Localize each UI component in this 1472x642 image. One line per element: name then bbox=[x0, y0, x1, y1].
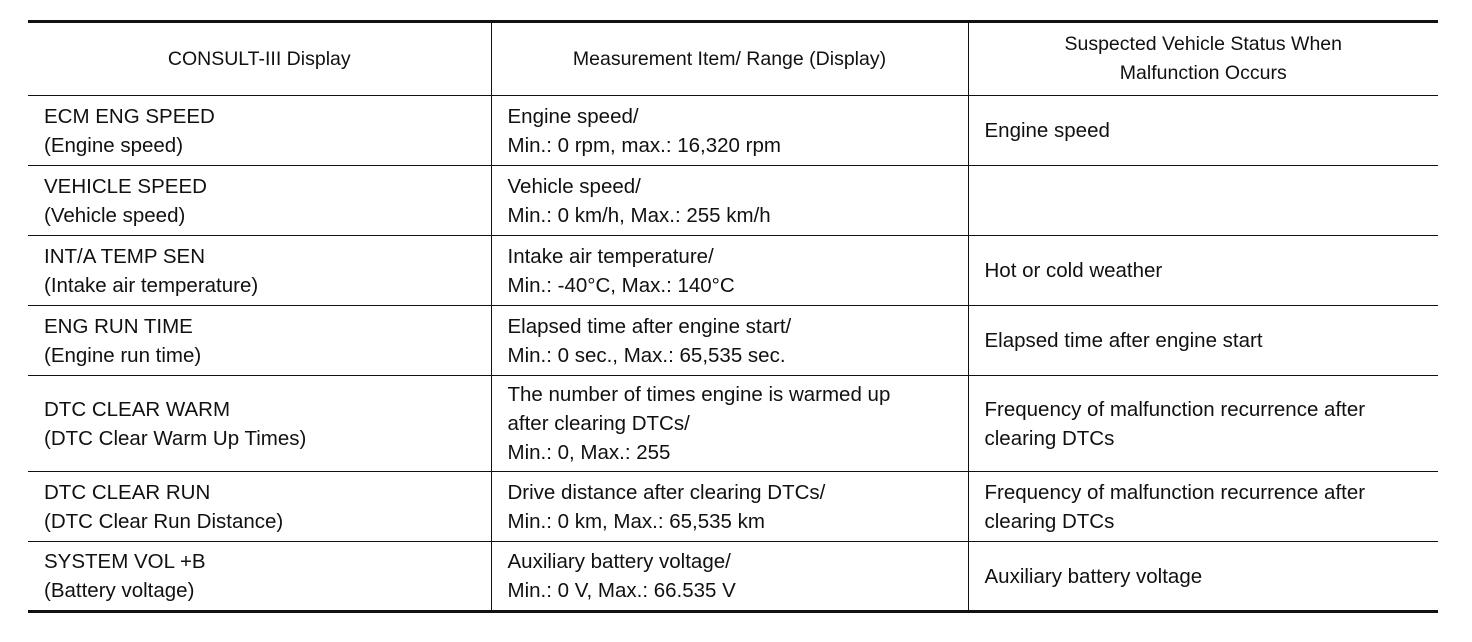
cell-status: Auxiliary battery voltage bbox=[968, 542, 1438, 612]
cell-status: Elapsed time after engine start bbox=[968, 306, 1438, 376]
table-row bbox=[28, 236, 1438, 306]
header-suspected-status: Suspected Vehicle Status When Malfunction Occurs bbox=[968, 22, 1438, 96]
table-row bbox=[28, 376, 1438, 472]
cell-measurement: Engine speed/ Min.: 0 rpm, max.: 16,320 rpm bbox=[491, 96, 968, 166]
cell-display: DTC CLEAR RUN (DTC Clear Run Distance) bbox=[28, 472, 491, 542]
header-measurement-range: Measurement Item/ Range (Display) bbox=[491, 22, 968, 96]
table-row bbox=[28, 472, 1438, 542]
header-consult-display: CONSULT-III Display bbox=[28, 22, 491, 96]
table-body bbox=[28, 96, 1438, 612]
cell-measurement: Intake air temperature/ Min.: -40°C, Max.: 140°C bbox=[491, 236, 968, 306]
cell-status: Hot or cold weather bbox=[968, 236, 1438, 306]
cell-measurement: The number of times engine is warmed up after clearing DTCs/ Min.: 0, Max.: 255 bbox=[491, 376, 968, 472]
cell-display: INT/A TEMP SEN (Intake air temperature) bbox=[28, 236, 491, 306]
consult-data-table bbox=[28, 20, 1438, 613]
table-row bbox=[28, 306, 1438, 376]
cell-display: ECM ENG SPEED (Engine speed) bbox=[28, 96, 491, 166]
table-row bbox=[28, 542, 1438, 612]
table-row bbox=[28, 166, 1438, 236]
cell-display: VEHICLE SPEED (Vehicle speed) bbox=[28, 166, 491, 236]
cell-display: SYSTEM VOL +B (Battery voltage) bbox=[28, 542, 491, 612]
cell-measurement: Elapsed time after engine start/ Min.: 0 sec., Max.: 65,535 sec. bbox=[491, 306, 968, 376]
cell-measurement: Auxiliary battery voltage/ Min.: 0 V, Max.: 66.535 V bbox=[491, 542, 968, 612]
header-row bbox=[28, 22, 1438, 96]
cell-measurement: Drive distance after clearing DTCs/ Min.: 0 km, Max.: 65,535 km bbox=[491, 472, 968, 542]
table-row bbox=[28, 96, 1438, 166]
cell-display: ENG RUN TIME (Engine run time) bbox=[28, 306, 491, 376]
cell-status: Frequency of malfunction recurrence after clearing DTCs bbox=[968, 376, 1438, 472]
cell-status: Frequency of malfunction recurrence after clearing DTCs bbox=[968, 472, 1438, 542]
cell-status bbox=[968, 166, 1438, 236]
table-header bbox=[28, 22, 1438, 96]
cell-status: Engine speed bbox=[968, 96, 1438, 166]
cell-measurement: Vehicle speed/ Min.: 0 km/h, Max.: 255 km/h bbox=[491, 166, 968, 236]
cell-display: DTC CLEAR WARM (DTC Clear Warm Up Times) bbox=[28, 376, 491, 472]
